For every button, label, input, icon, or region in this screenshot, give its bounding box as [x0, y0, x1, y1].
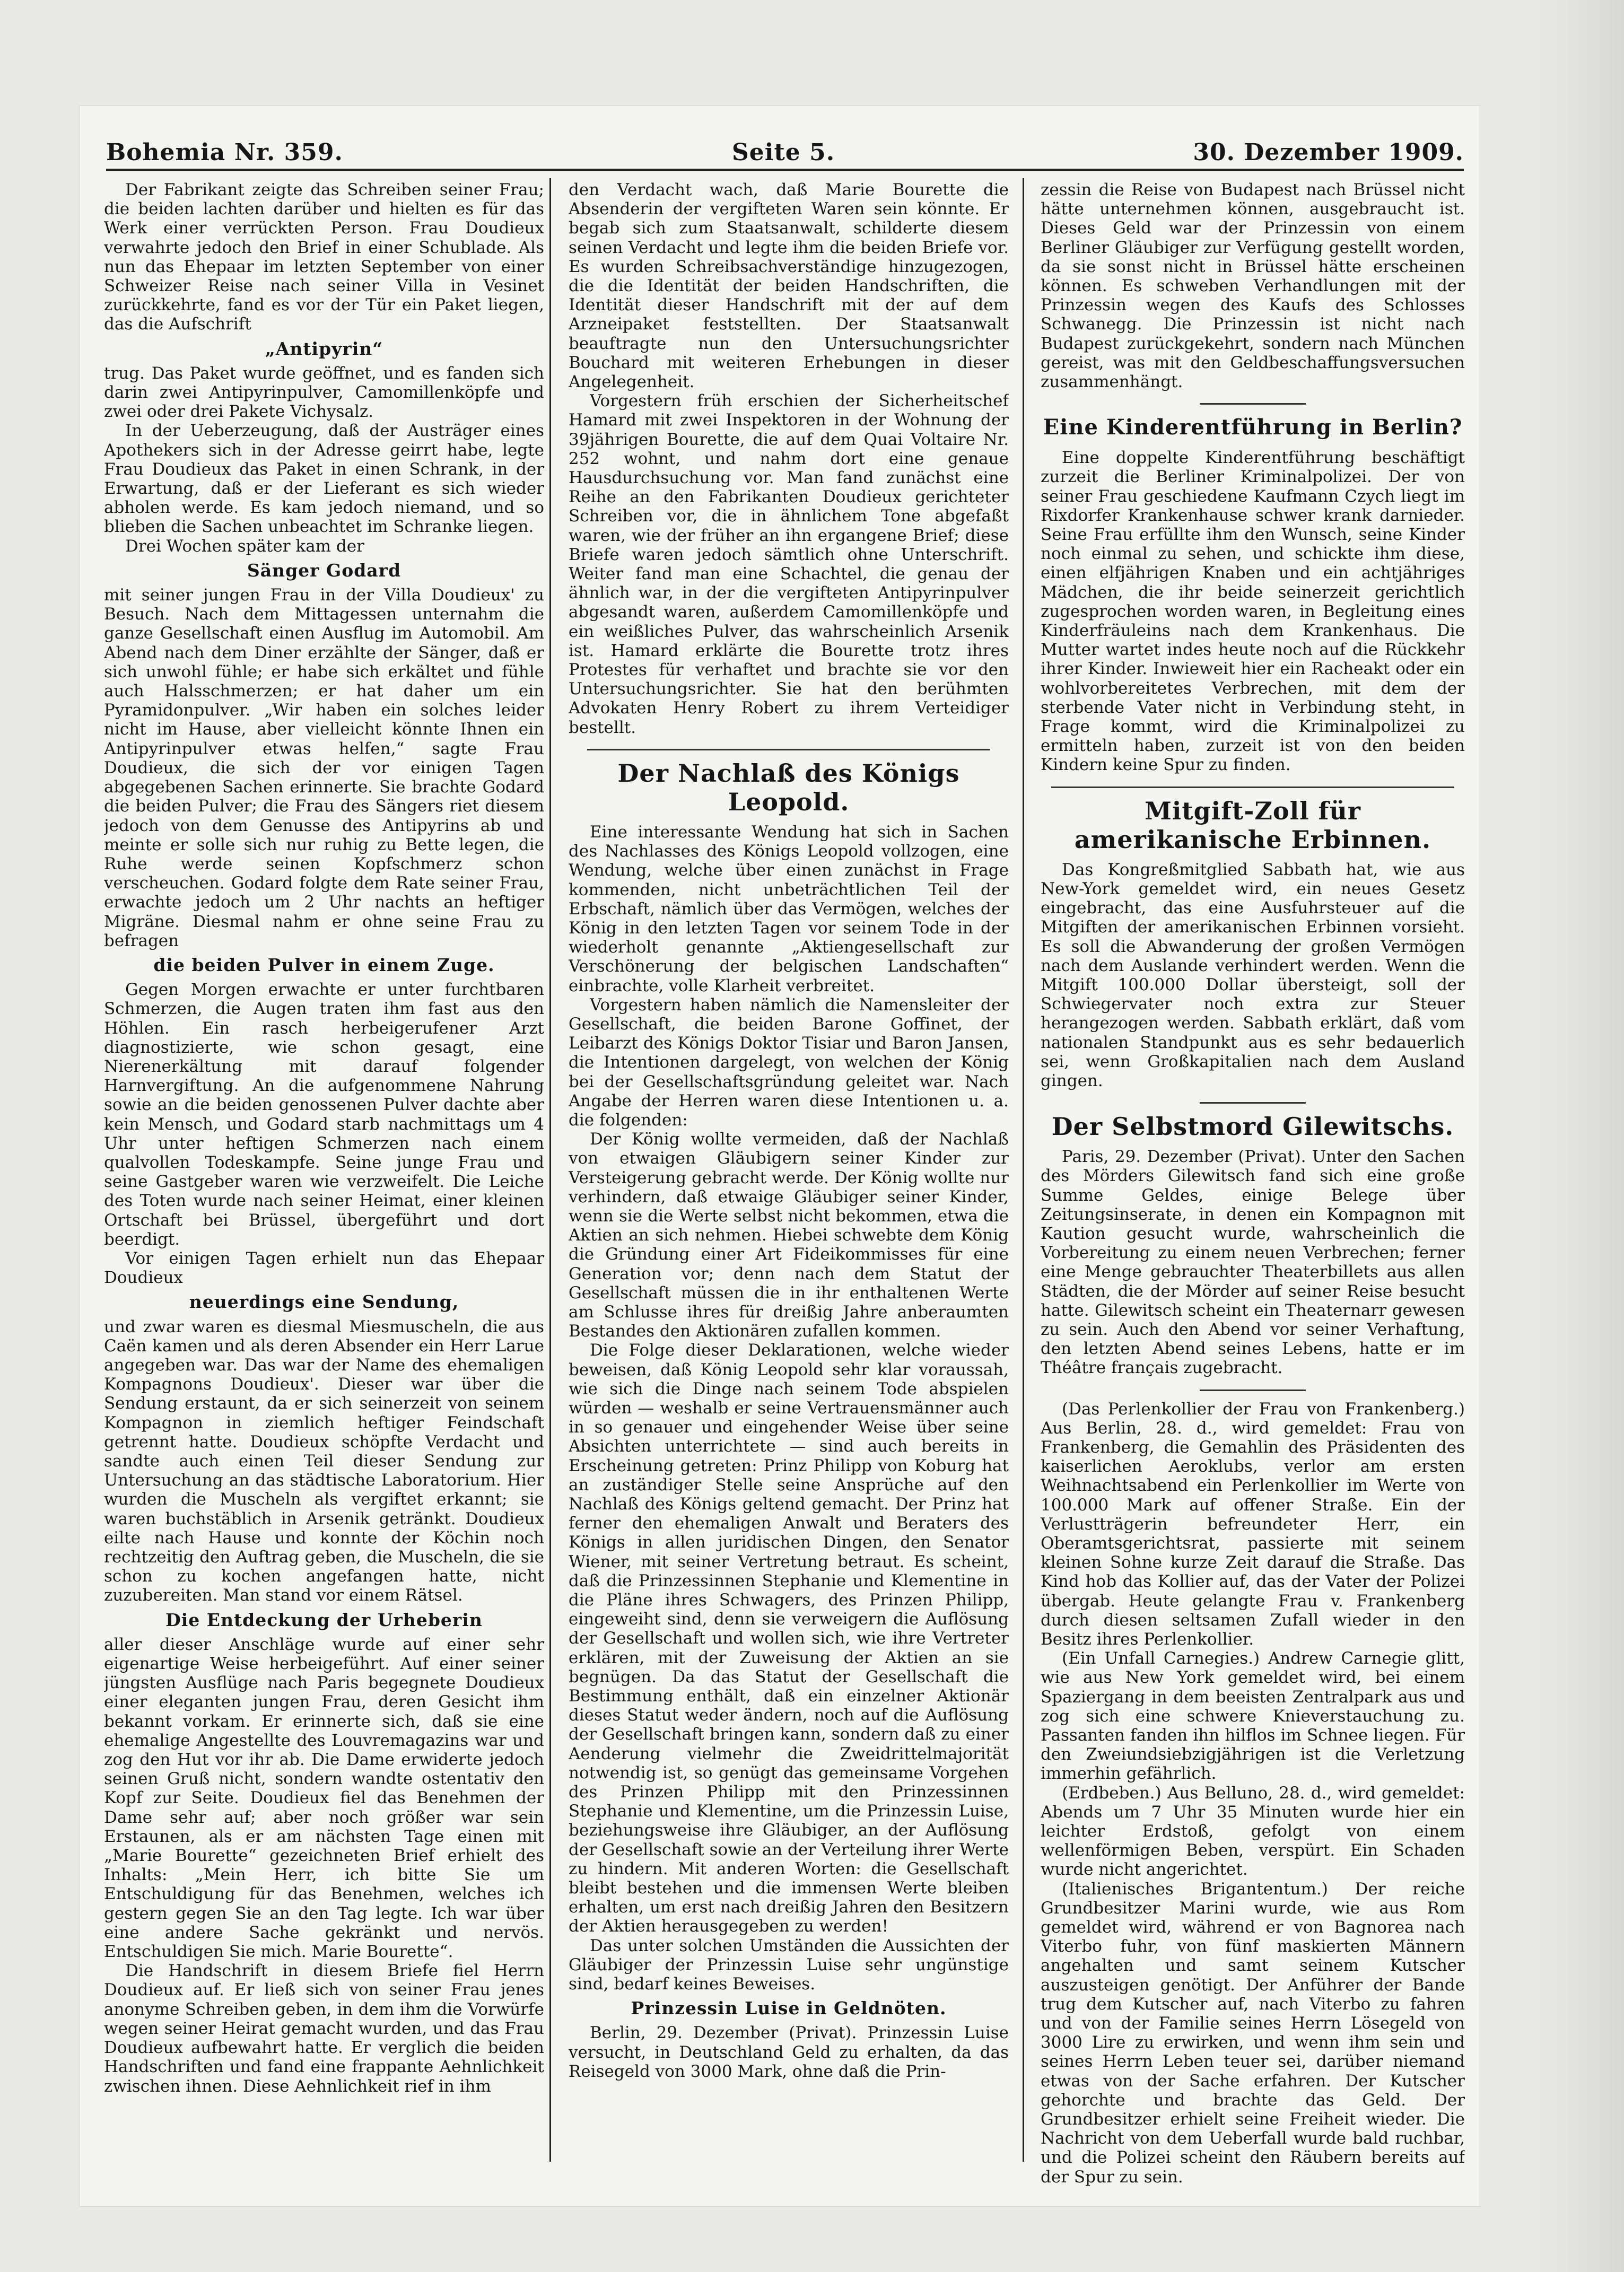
article-paragraph: trug. Das Paket wurde geöffnet, und es fanden sich darin zwei Antipyrinpulver, Camomillenköpfe und zwei oder drei Pakete Vichysalz.	[104, 363, 544, 422]
news-item: (Das Perlenkollier der Frau von Frankenberg.) Aus Berlin, 28. d., wird gemeldet: Frau von Frankenberg, die Gemahlin des Präsidenten des kaiserlichen Aeroklubs, verlor am ersten Weihnachtsabend ein Perlenkollier im Werte von 100.000 Mark auf offener Straße. Ein der Verlustträgerin befreundeter Herr, ein Oberamtsgerichtsrat, passierte mit seinem kleinen Sohne kurze Zeit darauf die Straße. Das Kind hob das Kollier auf, das der Vater der Polizei übergab. Heute gelangte Frau v. Frankenberg durch diesen seltsamen Zufall wieder in den Besitz ihres Perlenkollier.	[1041, 1399, 1465, 1649]
subheading-saenger: Sänger Godard	[247, 560, 401, 581]
headline-mitgift: Mitgift-Zoll für amerikanische Erbinnen.	[1074, 796, 1431, 854]
column-3	[1041, 180, 1465, 2196]
page-edge	[1539, 0, 1624, 2272]
subheading-urheberin: Die Entdeckung der Urheberin	[165, 1609, 483, 1630]
column-rule-2	[1023, 178, 1024, 2162]
headline-selbstmord: Der Selbstmord Gilewitschs.	[1051, 1112, 1454, 1141]
news-item: (Italienisches Brigantentum.) Der reiche Grundbesitzer Marini wurde, wie aus Rom gemeldet wird, während er von Bagnorea nach Viterbo fuhr, von fünf maskierten Männern angehalten und samt seinem Kutscher auszusteigen genötigt. Der Anführer der Bande trug dem Kutscher auf, nach Viterbo zu fahren und von der Familie seines Herrn Lösegeld von 3000 Lire zu erwirken, und wenn ihm sein und seines Herrn Leben teuer sei, darüber niemand etwas von der Sache erfahren. Der Kutscher gehorchte und brachte das Geld. Der Grundbesitzer erhielt seine Freiheit wieder. Die Nachricht von dem Ueberfall wurde bald ruchbar, und die Polizei scheint den Räubern bereits auf der Spur zu sein.	[1041, 1879, 1465, 2187]
page-number: Seite 5.	[732, 139, 835, 166]
column-1	[104, 180, 544, 2196]
headline-nachlass: Der Nachlaß des Königs Leopold.	[617, 758, 960, 816]
header-rule	[106, 169, 1464, 171]
article-paragraph: Das unter solchen Umständen die Aussichten der Gläubiger der Prinzessin Luise sehr ungünstige sind, bedarf keines Beweises.	[569, 1936, 1009, 1994]
article-paragraph: mit seiner jungen Frau in der Villa Doudieux' zu Besuch. Nach dem Mittagessen unternahm die ganze Gesellschaft einen Ausflug im Automobil. Am Abend nach dem Diner erzählte der Sänger, daß er sich unwohl fühle; er habe sich erkältet und fühle auch Halsschmerzen; er hat daher um ein Pyramidonpulver. „Wir haben ein solches leider nicht im Hause, aber vielleicht könnte Ihnen ein Antipyrinpulver etwas helfen,“ sagte Frau Doudieux, die sich der vor einigen Tagen abgegebenen Sachen erinnerte. Sie brachte Godard die beiden Pulver; die Frau des Sängers riet diesem jedoch von dem Genusse des Antipyrins ab und meinte er solle sich nur ruhig zu Bette legen, die Ruhe werde seinen Kopfschmerz schon verscheuchen. Godard folgte dem Rate seiner Frau, erwachte jedoch um 2 Uhr nachts an heftiger Migräne. Diesmal nahm er ohne seine Frau zu befragen	[104, 586, 544, 950]
article-paragraph: Gegen Morgen erwachte er unter furchtbaren Schmerzen, die Augen traten ihm fast aus den Höhlen. Ein rasch herbeigerufener Arzt diagnostizierte, wie schon gesagt, eine Nierenerkältung mit darauf folgender Harnvergiftung. An die aufgenommene Nahrung sowie an die beiden genossenen Pulver dachte aber kein Mensch, und Godard starb nachmittags um 4 Uhr unter heftigen Schmerzen nach einem qualvollen Todeskampfe. Seine junge Frau und seine Gastgeber waren wie verzweifelt. Die Leiche des Toten wurde nach seiner Heimat, einer kleinen Ortschaft bei Brüssel, übergeführt und dort beerdigt.	[104, 980, 544, 1249]
article-paragraph: aller dieser Anschläge wurde auf einer sehr eigenartige Weise herbeigeführt. Auf einer seiner jüngsten Ausflüge nach Paris begegnete Doudieux einer eleganten jungen Frau, deren Gesicht ihm bekannt vorkam. Er erinnerte sich, daß sie eine ehemalige Angestellte des Louvremagazins war und zog den Hut vor ihr ab. Die Dame erwiderte jedoch seinen Gruß nicht, sondern wandte ostentativ den Kopf zur Seite. Doudieux fiel das Benehmen der Dame sehr auf; aber noch größer war sein Erstaunen, als er am nächsten Tage einen mit „Marie Bourette“ gezeichneten Brief erhielt des Inhalts: „Mein Herr, ich bitte Sie um Entschuldigung für das Benehmen, welches ich gestern gegen Sie an den Tag legte. Ich war über eine andere Sache gekränkt und nervös. Entschuldigen Sie mich. Marie Bourette“.	[104, 1635, 544, 1962]
news-item: (Ein Unfall Carnegies.) Andrew Carnegie glitt, wie aus New York gemeldet wird, bei einem Spaziergang in dem beeisten Zentralpark aus und zog sich eine schwere Knieverstauchung zu. Passanten fanden ihn hilflos im Schnee liegen. Für den Zweiundsiebzigjährigen ist die Verletzung immerhin gefährlich.	[1041, 1649, 1465, 1784]
article-separator	[587, 749, 990, 750]
headline-kinderentfuehrung: Eine Kinderentführung in Berlin?	[1043, 415, 1463, 440]
article-paragraph: Vorgestern haben nämlich die Namensleiter der Gesellschaft, die beiden Barone Goffinet, der Leibarzt des Königs Doktor Tisiar und Baron Jansen, die Intentionen dargelegt, von welchen der König bei der Gesellschaftsgründung geleitet war. Nach Angabe der Herren waren diese Intentionen u. a. die folgenden:	[569, 995, 1009, 1130]
article-separator	[1200, 403, 1306, 405]
article-paragraph: Die Handschrift in diesem Briefe fiel Herrn Doudieux auf. Er ließ sich von seiner Frau jenes anonyme Schreiben geben, in dem ihm die Vorwürfe wegen seiner Heirat gemacht wurden, und das Frau Doudieux aufbewahrt hatte. Er verglich die beiden Handschriften und fand eine frappante Aehnlichkeit zwischen ihnen. Diese Aehnlichkeit rief in ihm	[104, 1961, 544, 2096]
article-separator	[1200, 1102, 1306, 1104]
article-separator	[1051, 787, 1454, 788]
article-paragraph: Der König wollte vermeiden, daß der Nachlaß von etwaigen Gläubigern seiner Kinder zur Versteigerung gebracht werde. Der König wollte nur verhindern, daß etwaige Gläubiger seiner Kinder, wenn sie die Werte selbst nicht bekommen, etwa die Aktien an sich nehmen. Hiebei schwebte dem König die Gründung einer Art Fideikommisses für eine Generation vor; denn nach dem Statut der Gesellschaft müssen die in ihr enthaltenen Werte am Schlusse ihres für dreißig Jahre anberaumten Bestandes den Aktionären zufallen kommen.	[569, 1130, 1009, 1341]
issue-number: Bohemia Nr. 359.	[106, 139, 343, 166]
article-paragraph: zessin die Reise von Budapest nach Brüssel nicht hätte unternehmen können, ausgebraucht ist. Dieses Geld war der Prinzessin von einem Berliner Gläubiger zur Verfügung gestellt worden, da sie sonst nicht in Brüssel hätte erscheinen können. Es schweben Verhandlungen mit der Prinzessin wegen des Kaufs des Schlosses Schwanegg. Die Prinzessin ist nicht nach Budapest zurückgekehrt, sondern nach München gereist, was mit den Geldbeschaffungsversuchen zusammenhängt.	[1041, 180, 1465, 392]
subheading-pulver: die beiden Pulver in einem Zuge.	[153, 954, 495, 975]
issue-date: 30. Dezember 1909.	[1193, 139, 1464, 166]
article-paragraph: Eine doppelte Kinderentführung beschäftigt zurzeit die Berliner Kriminalpolizei. Der von seiner Frau geschiedene Kaufmann Czych liegt im Rixdorfer Krankenhause schwer krank darnieder. Seine Frau erfüllte ihm den Wunsch, seine Kinder noch einmal zu sehen, und schickte ihm diese, einen elfjährigen Knaben und ein achtjähriges Mädchen, die ihr beide seinerzeit gerichtlich zugesprochen worden waren, in Begleitung eines Kinderfräuleins nach dem Krankenhaus. Die Mutter wartet indes heute noch auf die Rückkehr ihrer Kinder. Inwieweit hier ein Racheakt oder ein wohlvorbereitetes Verbrechen, mit dem der sterbende Vater nicht in Verbindung steht, in Frage kommt, wird die Kriminalpolizei zu ermitteln haben, zurzeit ist von den beiden Kindern keine Spur zu finden.	[1041, 448, 1465, 775]
article-paragraph: Drei Wochen später kam der	[125, 536, 364, 556]
article-paragraph: Eine interessante Wendung hat sich in Sachen des Nachlasses des Königs Leopold vollzogen, eine Wendung, welche über einen zunächst in Frage kommenden, nicht unbeträchtlichen Teil der Erbschaft, nämlich über das Vermögen, welches der König in den letzten Tagen vor seinem Tode in der wiederholt genannte „Aktiengesellschaft zur Verschönerung der belgischen Landschaften“ einbrachte, volle Klarheit verbreitet.	[569, 822, 1009, 995]
article-paragraph: den Verdacht wach, daß Marie Bourette die Absenderin der vergifteten Waren sein könnte. Er begab sich zum Staatsanwalt, schilderte diesem seinen Verdacht und legte ihm die beiden Briefe vor. Es wurden Schreibsachverständige hinzugezogen, die die Identität der beiden Handschriften, die Identität dieser Handschrift mit der auf dem Arzneipaket feststellten. Der Staatsanwalt beauftragte nun den Untersuchungsrichter Bouchard mit weiteren Erhebungen in dieser Angelegenheit.	[569, 180, 1009, 392]
article-paragraph: Berlin, 29. Dezember (Privat). Prinzessin Luise versucht, in Deutschland Geld zu erhalten, da das Reisegeld von 3000 Mark, ohne daß die Prin-	[569, 2023, 1009, 2081]
article-paragraph: Vor einigen Tagen erhielt nun das Ehepaar Doudieux	[104, 1248, 544, 1288]
article-paragraph: Paris, 29. Dezember (Privat). Unter den Sachen des Mörders Gilewitsch fand sich eine große Summe Geldes, einige Belege über Zeitungsinserate, in denen ein Kompagnon mit Kaution gesucht wurde, wahrscheinlich die Vorbereitung zu einem neuen Verbrechen; ferner eine Menge gebrauchter Theaterbillets aus allen Städten, die der Mörder auf seiner Reise besucht hatte. Gilewitsch scheint ein Theaternarr gewesen zu sein. Auch den Abend vor seiner Verhaftung, den letzten Abend seines Lebens, hatte er im Théâtre français zugebracht.	[1041, 1147, 1465, 1378]
column-rule-1	[549, 178, 551, 2162]
subheading-sendung: neuerdings eine Sendung,	[189, 1291, 459, 1313]
article-paragraph: Der Fabrikant zeigte das Schreiben seiner Frau; die beiden lachten darüber und hielten es für das Werk einer verrückten Person. Frau Doudieux verwahrte jedoch den Brief in einer Schublade. Als nun das Ehepaar im letzten September von einer Schweizer Reise nach seiner Villa in Vesinet zurückkehrte, fand es vor der Tür ein Paket liegen, das die Aufschrift	[104, 180, 544, 334]
subheading-prinzessin: Prinzessin Luise in Geldnöten.	[631, 1998, 947, 2019]
article-separator	[1200, 1390, 1306, 1391]
article-paragraph: Vorgestern früh erschien der Sicherheitschef Hamard mit zwei Inspektoren in der Wohnung der 39jährigen Bourette, die auf dem Quai Voltaire Nr. 252 wohnt, und nahm dort eine genaue Hausdurchsuchung vor. Man fand zunächst eine Reihe an den Fabrikanten Doudieux gerichteter Schreiben vor, die in ähnlichem Tone abgefaßt waren, wie der früher an ihn ergangene Brief; diese Briefe waren jedoch sämtlich ohne Unterschrift. Weiter fand man eine Schachtel, die genau der ähnlich war, in der die vergifteten Antipyrinpulver abgesandt waren, außerdem Camomillenköpfe und ein weißliches Pulver, das wahrscheinlich Arsenik ist. Hamard erklärte die Bourette trotz ihres Protestes für verhaftet und brachte sie vor den Untersuchungsrichter. Sie hat den berühmten Advokaten Henry Robert zu ihrem Verteidiger bestellt.	[569, 391, 1009, 737]
page-header	[106, 139, 1464, 171]
news-item: (Erdbeben.) Aus Belluno, 28. d., wird gemeldet: Abends um 7 Uhr 35 Minuten wurde hier ein leichter Erdstoß, gefolgt von einem wellenförmigen Beben, verspürt. Ein Schaden wurde nicht angerichtet.	[1041, 1783, 1465, 1880]
subheading-antipyrin: „Antipyrin“	[265, 338, 383, 359]
article-paragraph: und zwar waren es diesmal Miesmuscheln, die aus Caën kamen und als deren Absender ein Herr Larue angegeben war. Das war der Name des ehemaligen Kompagnons Doudieux'. Dieser war über die Sendung erstaunt, da er sich seinerzeit von seinem Kompagnon in ziemlich heftiger Feindschaft getrennt hatte. Doudieux schöpfte Verdacht und sandte auch einen Teil dieser Sendung zur Untersuchung an das städtische Laboratorium. Hier wurden die Muscheln als vergiftet erkannt; sie waren buchstäblich in Arsenik getränkt. Doudieux eilte nach Hause und konnte der Köchin noch rechtzeitig den Auftrag geben, die Muscheln, die sie schon zu kochen angefangen hatte, nicht zuzubereiten. Man stand vor einem Rätsel.	[104, 1317, 544, 1605]
article-paragraph: In der Ueberzeugung, daß der Austräger eines Apothekers sich in der Adresse geirrt habe, legte Frau Doudieux das Paket in einen Schrank, in der Erwartung, daß er der Lieferant es sich wieder abholen werde. Es kam jedoch niemand, und so blieben die Sachen unbeachtet im Schranke liegen.	[104, 421, 544, 537]
article-paragraph: Das Kongreßmitglied Sabbath hat, wie aus New-York gemeldet wird, ein neues Gesetz eingebracht, das eine Ausfuhrsteuer auf die Mitgiften der amerikanischen Erbinnen vorsieht. Es soll die Abwanderung der großen Vermögen nach dem Auslande verhindert werden. Wenn die Mitgift 100.000 Dollar übersteigt, soll der Schwiegervater noch extra zur Steuer herangezogen werden. Sabbath erklärt, daß vom nationalen Standpunkt aus es sehr bedauerlich sei, wenn Großkapitalien nach dem Ausland gingen.	[1041, 860, 1465, 1090]
article-paragraph: Die Folge dieser Deklarationen, welche wieder beweisen, daß König Leopold sehr klar voraussah, wie sich die Dinge nach seinem Tode abspielen würden — weshalb er seine Vertrauensmänner auch in so genauer und eingehender Weise über seine Absichten unterrichtete — sind auch bereits in Erscheinung getreten: Prinz Philipp von Koburg hat an zuständiger Stelle seine Ansprüche auf den Nachlaß des Königs geltend gemacht. Der Prinz hat ferner den ehemaligen Anwalt und Beraters des Königs in allen juridischen Dingen, den Senator Wiener, mit seiner Vertretung betraut. Es scheint, daß die Prinzessinnen Stephanie und Klementine in die Pläne ihres Schwagers, des Prinzen Philipp, eingeweiht sind, denn sie verweigern die Auflösung der Gesellschaft und wollen sich, wie ihre Vertreter erklären, mit der Zuweisung der Aktien an sie begnügen. Da das Statut der Gesellschaft die Bestimmung enthält, daß ein einzelner Aktionär dieses Statut weder ändern, noch auf die Auflösung der Gesellschaft bringen kann, sondern daß zu einer Aenderung vielmehr die Zweidrittelmajorität notwendig ist, so genügt das gemeinsame Vorgehen des Prinzen Philipp mit den Prinzessinnen Stephanie und Klementine, um die Prinzessin Luise, beziehungsweise ihre Gläubiger, an der Auflösung der Gesellschaft sowie an der Verteilung ihrer Werte zu hindern. Mit anderen Worten: die Gesellschaft bleibt bestehen und die immensen Werte bleiben erhalten, um erst nach dreißig Jahren den Besitzern der Aktien herausgegeben zu werden!	[569, 1341, 1009, 1936]
column-2	[569, 180, 1009, 2196]
